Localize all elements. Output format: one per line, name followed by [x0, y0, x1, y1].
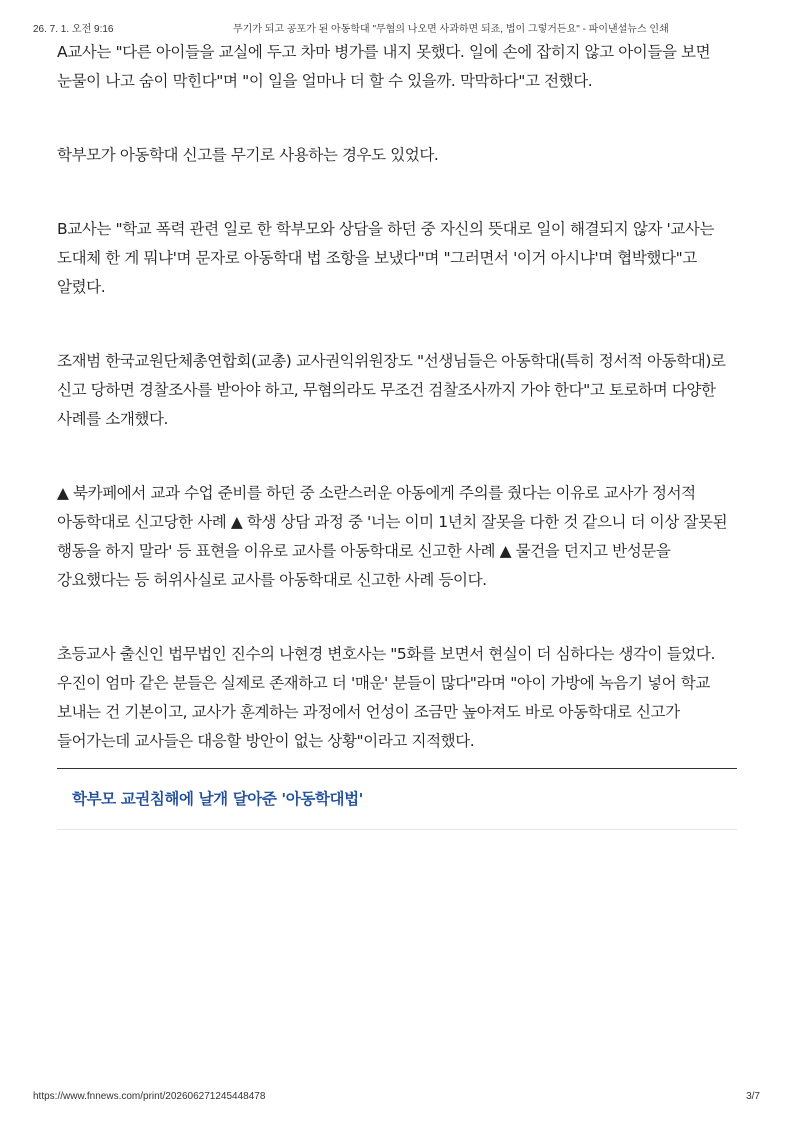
article-paragraph-2: 학부모가 아동학대 신고를 무기로 사용하는 경우도 있었다. [57, 146, 439, 164]
print-header [33, 20, 760, 36]
page-number: 3/7 [746, 1091, 760, 1102]
related-article-box [57, 768, 737, 830]
article-paragraph-5: ▲ 북카페에서 교과 수업 준비를 하던 중 소란스러운 아동에게 주의를 줬다는 이유로 교사가 정서적 아동학대로 신고당한 사례 ▲ 학생 상담 과정 중 '너는 이미 1년치 잘못을 다한 것 같으니 더 이상 잘못된 행동을 하지 말라' 등 표현을 이유로 교사를 아동학대로 신고한 사례 ▲ 물건을 던지고 반성문을 강요했다는 등 허위사실로 교사를 아동학대로 신고한 사례 등이다. [57, 484, 728, 589]
related-article-link[interactable]: 학부모 교권침해에 날개 달아준 '아동학대법' [72, 790, 363, 808]
print-url: https://www.fnnews.com/print/202606271245448478 [33, 1091, 266, 1102]
article-paragraph-3: B교사는 "학교 폭력 관련 일로 한 학부모와 상담을 하던 중 자신의 뜻대로 일이 해결되지 않자 '교사는 도대체 한 게 뭐냐'며 문자로 아동학대 법 조항을 보냈다"며 "그러면서 '이거 아시냐'며 협박했다"고 알렸다. [57, 220, 715, 296]
article-paragraph-4: 조재범 한국교원단체총연합회(교총) 교사권익위원장도 "선생님들은 아동학대(특히 정서적 아동학대)로 신고 당하면 경찰조사를 받아야 하고, 무혐의라도 무조건 검찰조사까지 가야 한다"고 토로하며 다양한 사례를 소개했다. [57, 352, 726, 428]
article-paragraph-1: A교사는 "다른 아이들을 교실에 두고 차마 병가를 내지 못했다. 일에 손에 잡히지 않고 아이들을 보면 눈물이 나고 숨이 막힌다"며 "이 일을 얼마나 더 할 수 있을까. 막막하다"고 전했다. [57, 43, 711, 90]
print-page-title: 무기가 되고 공포가 된 아동학대 "무혐의 나오면 사과하면 되죠, 법이 그렇거든요" - 파이낸셜뉴스 인쇄 [233, 24, 669, 35]
print-footer [33, 1091, 760, 1107]
article-paragraph-6: 초등교사 출신인 법무법인 진수의 나현경 변호사는 "5화를 보면서 현실이 더 심하다는 생각이 들었다. 우진이 엄마 같은 분들은 실제로 존재하고 더 '매운' 분들이 많다"라며 "아이 가방에 녹음기 넣어 학교 보내는 건 기본이고, 교사가 훈계하는 과정에서 언성이 조금만 높아져도 바로 아동학대로 신고가 들어가는데 교사들은 대응할 방안이 없는 상황"이라고 지적했다. [57, 645, 715, 750]
print-datetime: 26. 7. 1. 오전 9:16 [33, 24, 114, 35]
article-body [57, 38, 740, 756]
